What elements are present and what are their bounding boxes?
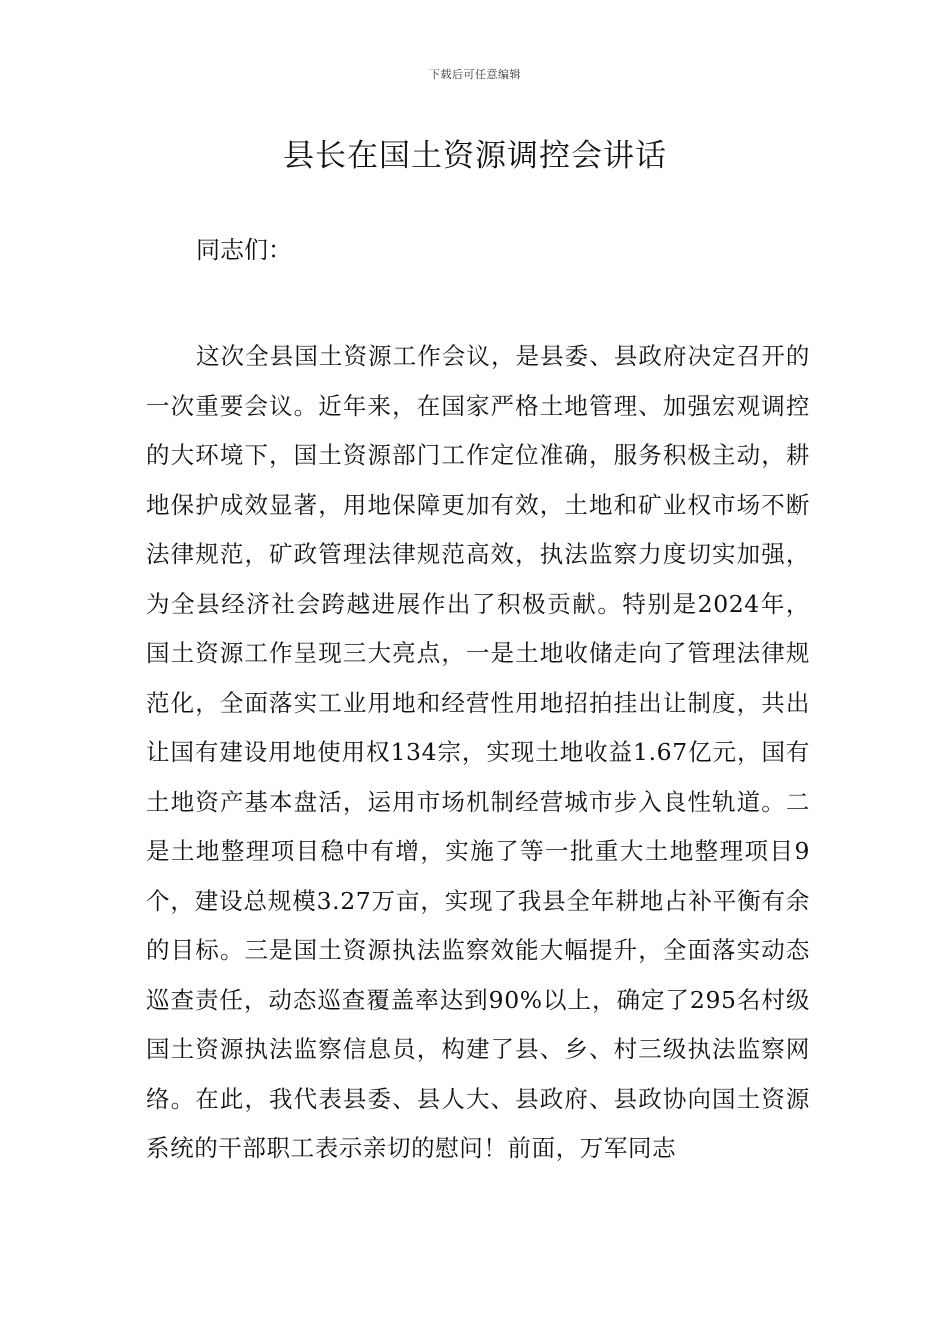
salutation: 同志们：	[196, 236, 292, 264]
header-note: 下载后可任意编辑	[429, 68, 521, 81]
document-title: 县长在国土资源调控会讲话	[283, 138, 667, 174]
body-paragraph: 这次全县国土资源工作会议，是县委、县政府决定召开的一次重要会议。近年来，在国家严格土地管理、加强宏观调控的大环境下，国土资源部门工作定位准确，服务积极主动，耕地保护成效显著，用地保障更加有效，土地和矿业权市场不断法律规范，矿政管理法律规范高效，执法监察力度切实加强，为全县经济社会跨越进展作出了积极贡献。特别是2024年，国土资源工作呈现三大亮点，一是土地收储走向了管理法律规范化，全面落实工业用地和经营性用地招拍挂出让制度，共出让国有建设用地使用权134宗，实现土地收益1.67亿元，国有土地资产基本盘活，运用市场机制经营城市步入良性轨道。二是土地整理项目稳中有增，实施了等一批重大土地整理项目9个，建设总规模3.27万亩，实现了我县全年耕地占补平衡有余的目标。三是国土资源执法监察效能大幅提升，全面落实动态巡查责任，动态巡查覆盖率达到90%以上，确定了295名村级国土资源执法监察信息员，构建了县、乡、村三级执法监察网络。在此，我代表县委、县人大、县政府、县政协向国土资源系统的干部职工表示亲切的慰问！前面，万军同志	[146, 342, 810, 1162]
